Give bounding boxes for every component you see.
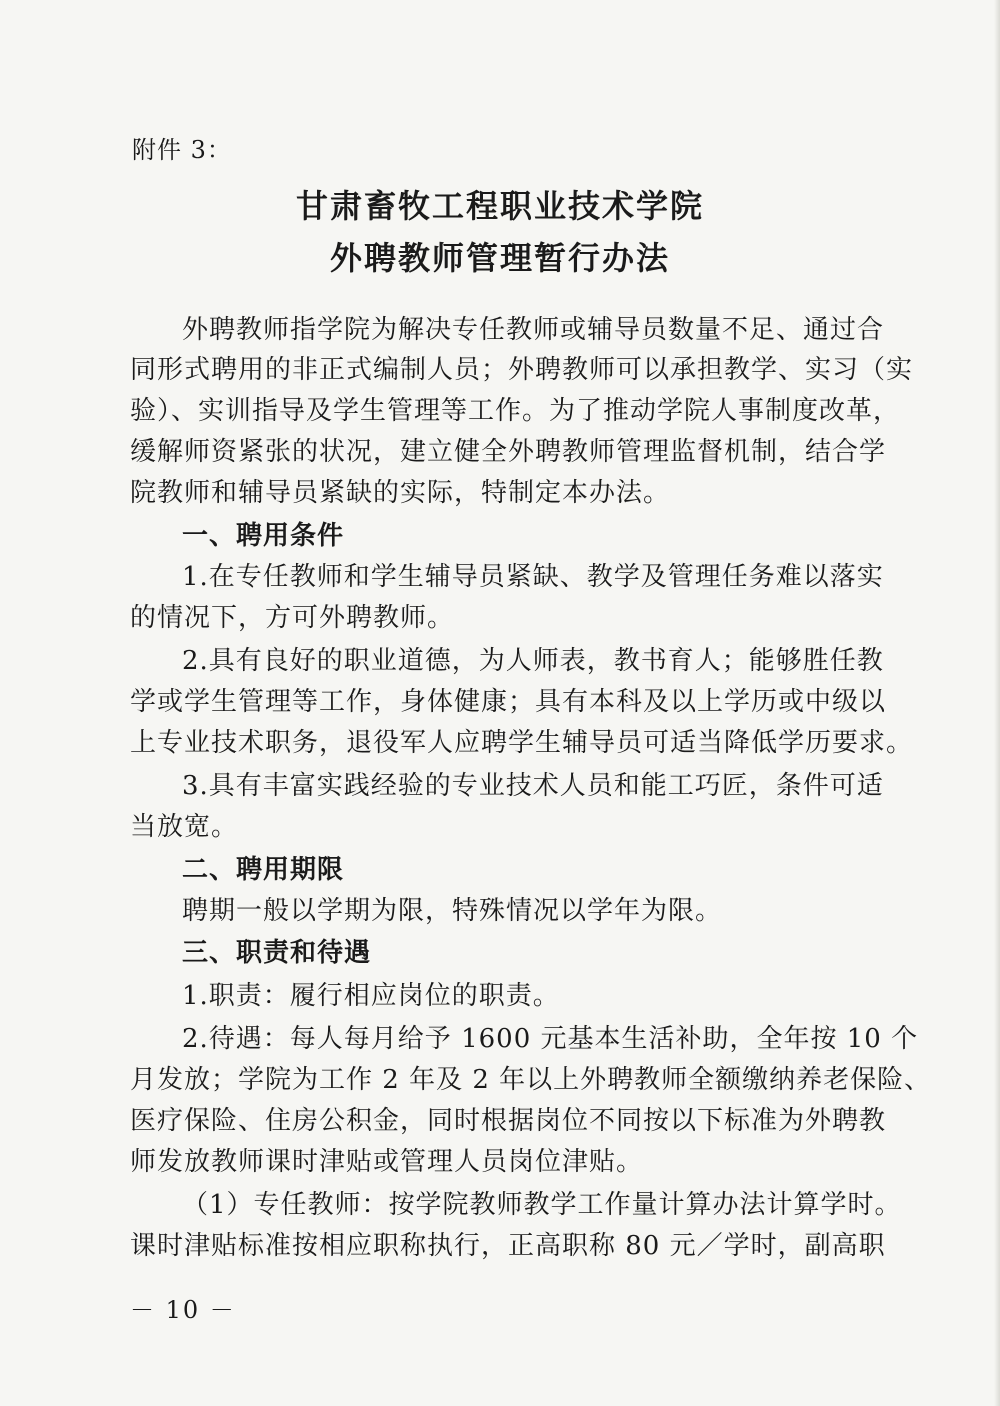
section-1-line: 1.在专任教师和学生辅导员紧缺、教学及管理任务难以落实: [182, 562, 884, 592]
section-1-line: 3.具有丰富实践经验的专业技术人员和能工巧匠，条件可适: [182, 771, 884, 801]
section-heading-duties-benefits: 三、职责和待遇: [182, 938, 372, 968]
section-2-line: 聘期一般以学期为限，特殊情况以学年为限。: [182, 896, 723, 926]
intro-line: 同形式聘用的非正式编制人员；外聘教师可以承担教学、实习（实: [130, 355, 914, 385]
section-1-line: 的情况下，方可外聘教师。: [130, 603, 455, 633]
section-1-line: 上专业技术职务，退役军人应聘学生辅导员可适当降低学历要求。: [130, 728, 914, 758]
section-1-line: 学或学生管理等工作，身体健康；具有本科及以上学历或中级以: [130, 687, 887, 717]
section-3-line: （1）专任教师：按学院教师教学工作量计算办法计算学时。: [182, 1190, 902, 1220]
intro-line: 验）、实训指导及学生管理等工作。为了推动学院人事制度改革，: [130, 396, 901, 426]
section-3-line: 1.职责：履行相应岗位的职责。: [182, 981, 560, 1011]
document-title-line-2: 外聘教师管理暂行办法: [329, 239, 670, 277]
section-1-line: 2.具有良好的职业道德，为人师表，教书育人；能够胜任教: [182, 646, 884, 676]
section-3-line: 2.待遇：每人每月给予 1600 元基本生活补助，全年按 10 个: [182, 1024, 919, 1054]
section-heading-hiring-conditions: 一、聘用条件: [182, 521, 345, 551]
scan-edge-shadow: [994, 0, 1000, 1406]
page-number: － 10 －: [130, 1296, 236, 1324]
intro-line: 院教师和辅导员紧缺的实际，特制定本办法。: [130, 478, 671, 508]
attachment-label: 附件 3：: [132, 136, 232, 164]
intro-line: 外聘教师指学院为解决专任教师或辅导员数量不足、通过合: [182, 315, 885, 345]
section-3-line: 月发放；学院为工作 2 年及 2 年以上外聘教师全额缴纳养老保险、: [130, 1065, 932, 1095]
section-3-line: 课时津贴标准按相应职称执行，正高职称 80 元／学时，副高职: [130, 1231, 886, 1261]
section-3-line: 师发放教师课时津贴或管理人员岗位津贴。: [130, 1147, 644, 1177]
document-title-line-1: 甘肃畜牧工程职业技术学院: [295, 187, 704, 225]
intro-line: 缓解师资紧张的状况，建立健全外聘教师管理监督机制，结合学: [130, 437, 887, 467]
section-3-line: 医疗保险、住房公积金，同时根据岗位不同按以下标准为外聘教: [130, 1106, 887, 1136]
section-heading-hiring-period: 二、聘用期限: [182, 855, 345, 885]
section-1-line: 当放宽。: [130, 812, 239, 842]
